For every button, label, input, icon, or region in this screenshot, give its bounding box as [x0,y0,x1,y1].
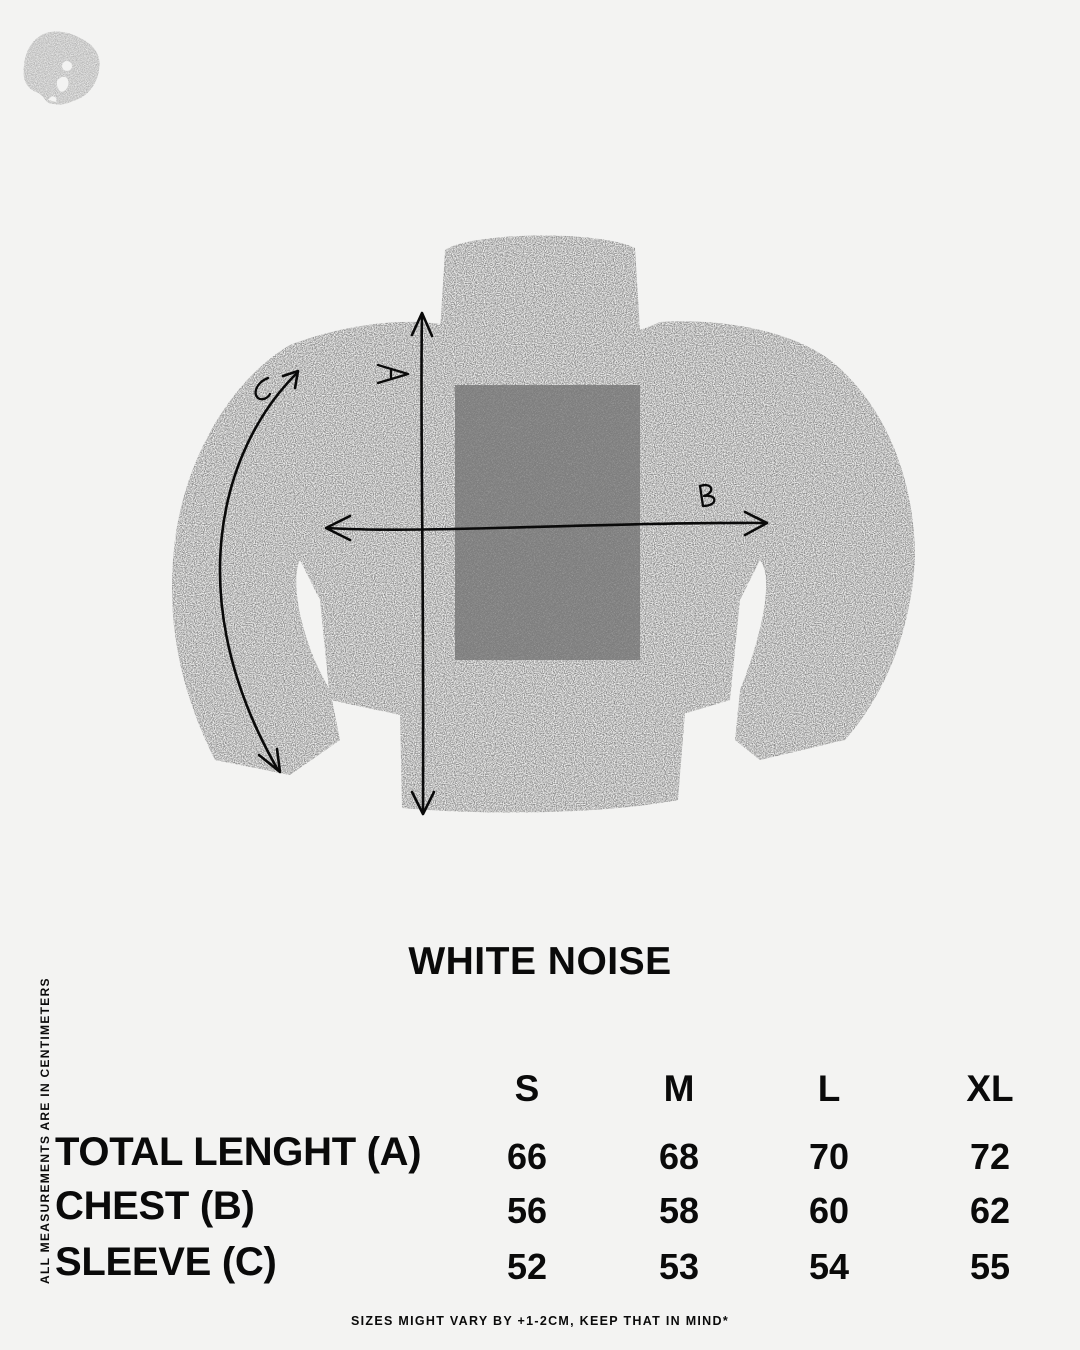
table-cell: 56 [506,1190,548,1231]
sweater-sketch-icon [140,220,940,830]
table-cell: 52 [506,1246,548,1287]
table-cell: 62 [969,1190,1011,1231]
row-label-sleeve: SLEEVE (C) [55,1240,277,1284]
table-cell: 68 [658,1136,700,1177]
sizing-footnote: SIZES MIGHT VARY BY +1-2CM, KEEP THAT IN MIND* [350,1314,730,1328]
table-cell: 54 [808,1246,850,1287]
size-header-s: S [514,1068,540,1109]
table-cell: 60 [808,1190,850,1231]
table-cell: 66 [506,1136,548,1177]
measurement-unit-note: ALL MEASUREMENTS ARE IN CENTIMETERS [38,977,52,1284]
row-label-total-length: TOTAL LENGHT (A) [55,1130,422,1174]
table-cell: 70 [808,1136,850,1177]
row-label-chest: CHEST (B) [55,1184,255,1228]
table-cell: 72 [969,1136,1011,1177]
table-cell: 53 [658,1246,700,1287]
size-header-l: L [817,1068,841,1109]
size-header-m: M [663,1068,695,1109]
splash-blob-logo-icon [22,30,102,106]
product-title: WHITE NOISE [408,940,672,983]
size-header-xl: XL [966,1068,1014,1109]
table-cell: 58 [658,1190,700,1231]
table-cell: 55 [969,1246,1011,1287]
